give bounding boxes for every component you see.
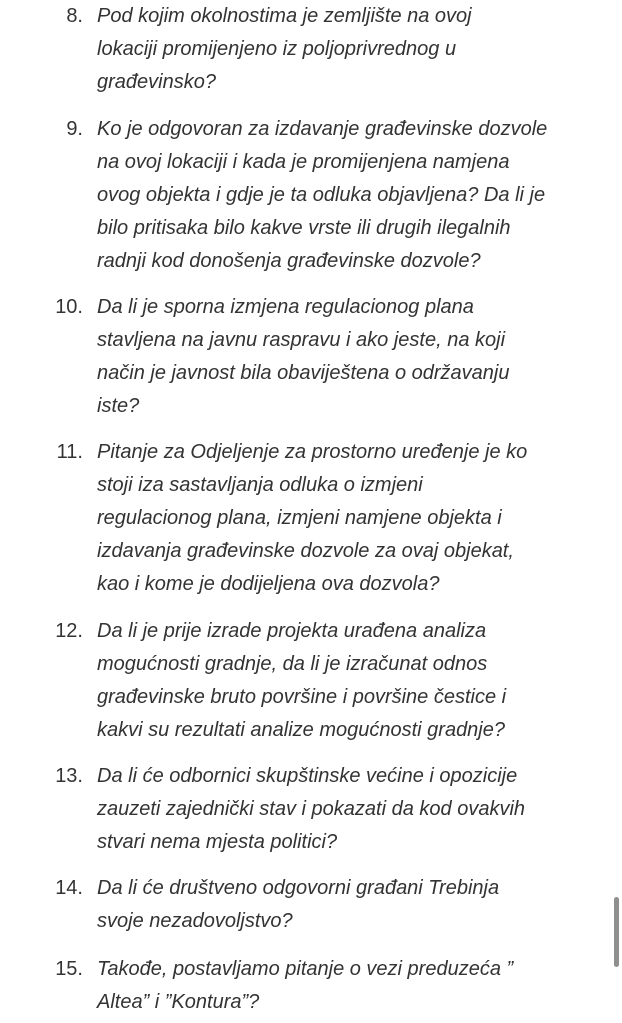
question-text-line: građevinske bruto površine i površine čestice i: [97, 686, 507, 708]
question-text-line: ovog objekta i gdje je ta odluka objavljena? Da li je: [97, 184, 546, 206]
question-text-line: stavljena na javnu raspravu i ako jeste, na koji: [97, 329, 506, 351]
question-text: [97, 113, 547, 278]
question-text-line: Takođe, postavljamo pitanje o vezi preduzeća ”: [97, 958, 514, 980]
question-text-line: bilo pritisaka bilo kakve vrste ili drugih ilegalnih: [97, 217, 511, 239]
question-text-line: stoji iza sastavljanja odluka o izmjeni: [97, 474, 423, 496]
question-text-line: Altea” i ”Kontura”?: [97, 991, 260, 1013]
question-text-line: način je javnost bila obaviještena o održavanju: [97, 362, 510, 384]
question-text-line: Da li će društveno odgovorni građani Trebinja: [97, 877, 500, 899]
question-text-line: izdavanja građevinske dozvole za ovaj objekat,: [97, 540, 514, 562]
question-number: 13.: [55, 765, 83, 787]
question-text-line: Ko je odgovoran za izdavanje građevinske dozvole: [97, 118, 548, 140]
question-text-line: Da li je sporna izmjena regulacionog plana: [97, 296, 474, 318]
question-text-line: stvari nema mjesta politici?: [97, 831, 338, 853]
scrollbar-thumb[interactable]: [614, 897, 619, 967]
question-number: 14.: [55, 877, 83, 899]
question-number: 12.: [55, 620, 83, 642]
question-text-line: iste?: [97, 395, 140, 417]
question-text: [97, 760, 525, 859]
question-text: [97, 436, 527, 601]
question-text: [97, 291, 510, 423]
question-number: 15.: [55, 958, 83, 980]
question-text-line: Pod kojim okolnostima je zemljište na ovoj: [97, 5, 472, 27]
question-text: [97, 0, 472, 99]
question-text-line: radnji kod donošenja građevinske dozvole?: [97, 250, 481, 272]
question-text: [97, 615, 506, 747]
question-text-line: kakvi su rezultati analize mogućnosti gradnje?: [97, 719, 505, 741]
question-text-line: Da li je prije izrade projekta urađena analiza: [97, 620, 487, 642]
question-number: 8.: [66, 5, 83, 27]
question-text-line: regulacionog plana, izmjeni namjene objekta i: [97, 507, 502, 529]
question-text-line: zauzeti zajednički stav i pokazati da kod ovakvih: [97, 798, 526, 820]
question-number: 10.: [55, 296, 83, 318]
question-text-line: kao i kome je dodijeljena ova dozvola?: [97, 573, 440, 595]
question-text-line: Pitanje za Odjeljenje za prostorno uređenje je ko: [97, 441, 528, 463]
question-text-line: Da li će odbornici skupštinske većine i opozicije: [97, 765, 518, 787]
question-number: 9.: [66, 118, 83, 140]
question-number: 11.: [56, 441, 83, 463]
question-text-line: građevinsko?: [97, 71, 216, 93]
question-text: [97, 872, 499, 938]
question-text-line: na ovoj lokaciji i kada je promijenjena namjena: [97, 151, 510, 173]
question-text-line: mogućnosti gradnje, da li je izračunat odnos: [97, 653, 488, 675]
question-text: [97, 953, 513, 1019]
question-text-line: lokaciji promijenjeno iz poljoprivrednog u: [97, 38, 457, 60]
question-text-line: svoje nezadovoljstvo?: [97, 910, 293, 932]
